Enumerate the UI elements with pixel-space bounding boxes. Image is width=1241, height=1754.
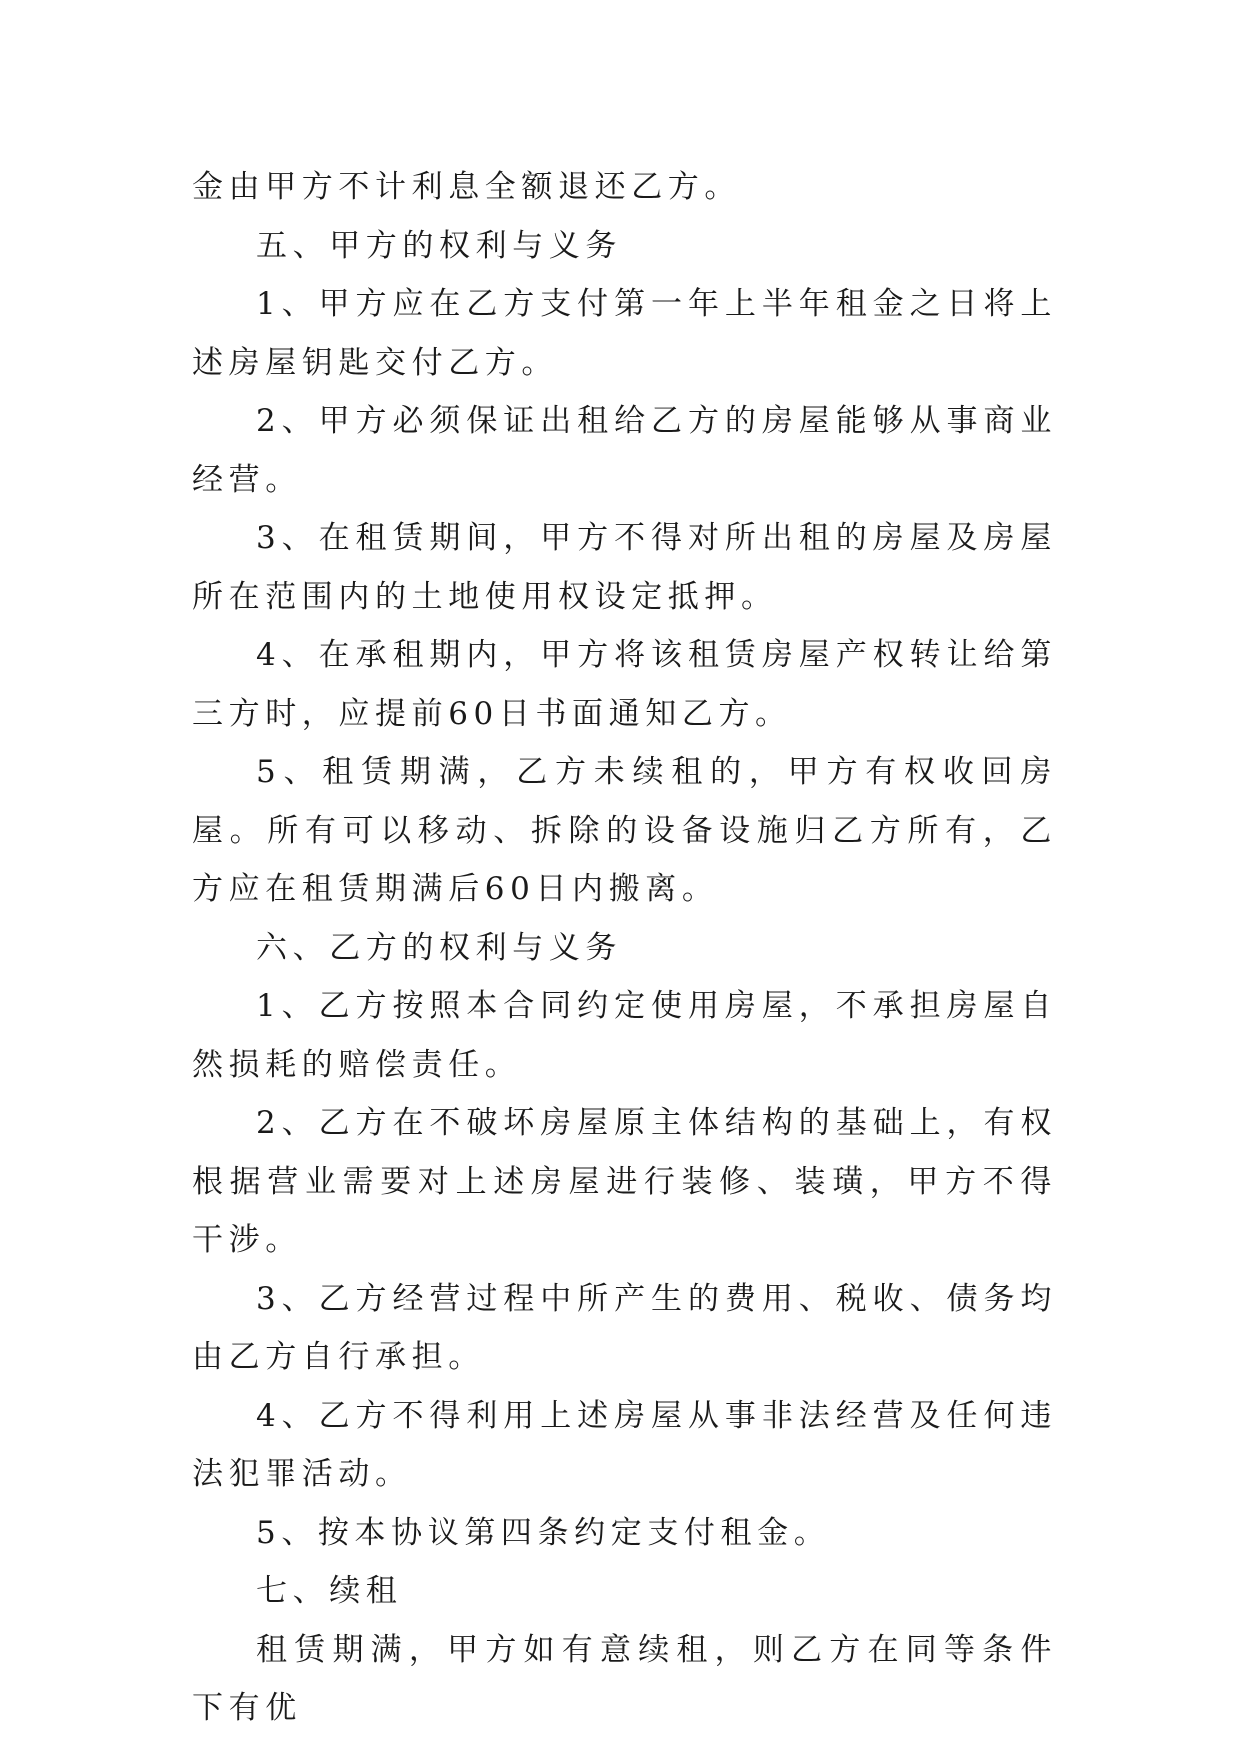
section-heading-5: 五、甲方的权利与义务 [256, 227, 622, 264]
paragraph-5-2: 2、甲方必须保证出租给乙方的房屋能够从事商业经营。 [192, 403, 1057, 498]
paragraph-6-5: 5、按本协议第四条约定支付租金。 [256, 1514, 831, 1551]
document-body [192, 158, 1057, 1738]
paragraph-5-5: 5、租赁期满，乙方未续租的，甲方有权收回房屋。所有可以移动、拆除的设备设施归乙方所有，乙方应在租赁期满后60日内搬离。 [192, 754, 1057, 907]
section-heading-6: 六、乙方的权利与义务 [256, 929, 622, 966]
paragraph-6-3: 3、乙方经营过程中所产生的费用、税收、债务均由乙方自行承担。 [192, 1280, 1057, 1375]
paragraph-1: 金由甲方不计利息全额退还乙方。 [192, 169, 741, 205]
paragraph-7-1: 租赁期满，甲方如有意续租，则乙方在同等条件下有优 [192, 1631, 1057, 1726]
paragraph-6-2: 2、乙方在不破坏房屋原主体结构的基础上，有权根据营业需要对上述房屋进行装修、装璜，甲方不得干涉。 [192, 1105, 1057, 1258]
section-heading-7: 七、续租 [256, 1573, 403, 1609]
paragraph-6-4: 4、乙方不得利用上述房屋从事非法经营及任何违法犯罪活动。 [192, 1397, 1057, 1492]
paragraph-5-1: 1、甲方应在乙方支付第一年上半年租金之日将上述房屋钥匙交付乙方。 [192, 286, 1057, 381]
paragraph-5-4: 4、在承租期内，甲方将该租赁房屋产权转让给第三方时，应提前60日书面通知乙方。 [192, 637, 1057, 732]
paragraph-5-3: 3、在租赁期间，甲方不得对所出租的房屋及房屋所在范围内的土地使用权设定抵押。 [192, 520, 1057, 615]
paragraph-6-1: 1、乙方按照本合同约定使用房屋，不承担房屋自然损耗的赔偿责任。 [192, 988, 1057, 1083]
